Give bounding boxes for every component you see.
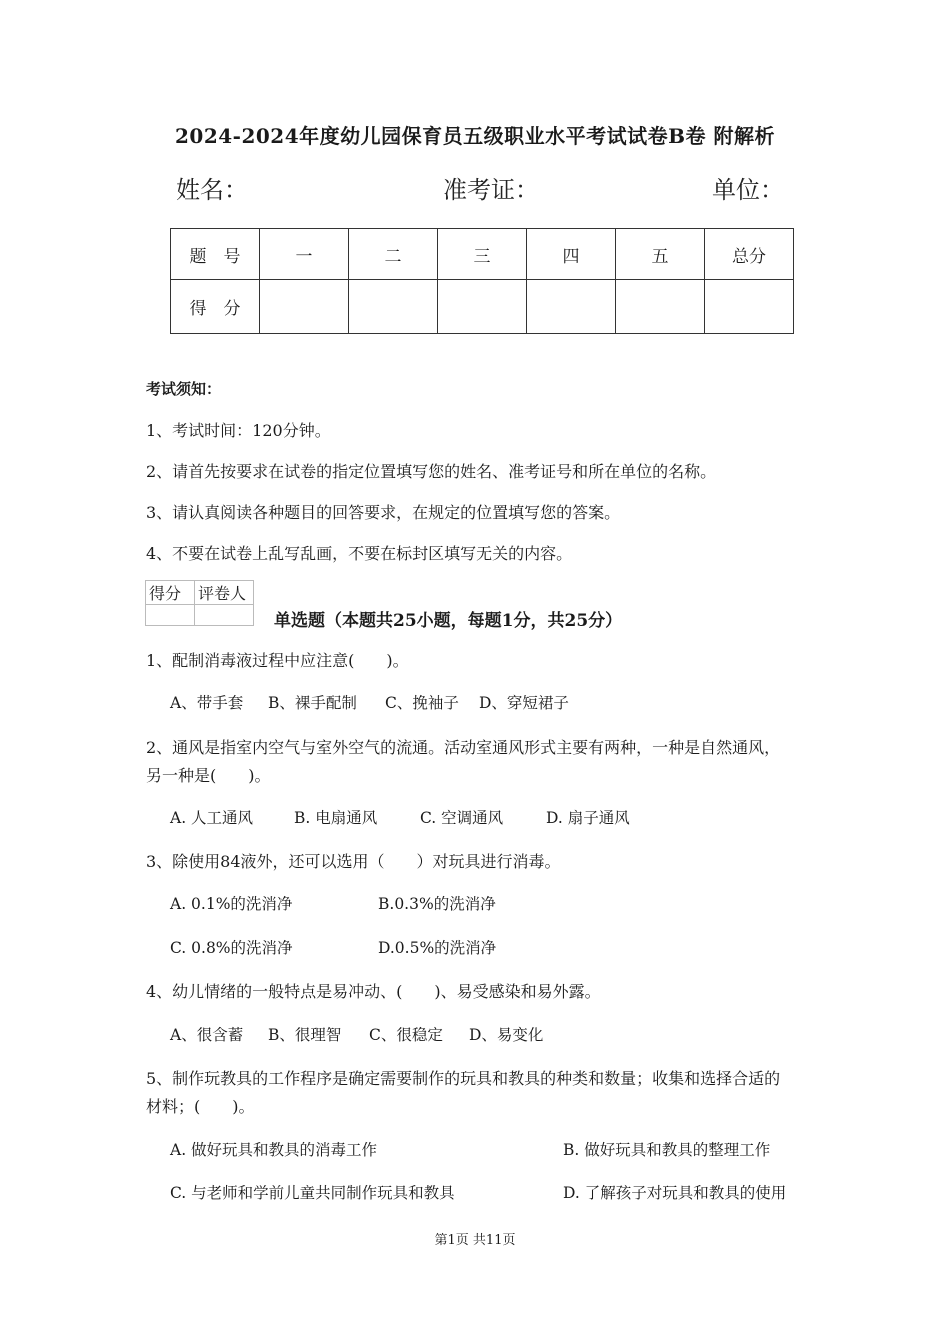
question-stem: 4、幼儿情绪的一般特点是易冲动、( )、易受感染和易外露。: [146, 982, 601, 1001]
question-stem-continuation: 材料；( )。: [146, 1097, 255, 1116]
grader-box-score-cell[interactable]: [146, 605, 195, 626]
question-stem: 2、通风是指室内空气与室外空气的流通。活动室通风形式主要有两种，一种是自然通风，: [146, 738, 781, 757]
question-stem: 1、配制消毒液过程中应注意( )。: [146, 651, 409, 670]
question-option: C. 与老师和学前儿童共同制作玩具和教具: [170, 1184, 455, 1202]
score-table-column: 三: [438, 229, 527, 280]
name-field-label: 姓名：: [176, 176, 248, 204]
score-table: [170, 228, 794, 334]
score-table-column: 二: [349, 229, 438, 280]
unit-field-label: 单位：: [712, 176, 784, 204]
question-stem: 3、除使用84液外，还可以选用（ ）对玩具进行消毒。: [146, 852, 561, 871]
notice-title: 考试须知：: [146, 380, 222, 398]
score-table-column: 一: [260, 229, 349, 280]
question-option: D、易变化: [469, 1026, 544, 1044]
score-table-column: 五: [616, 229, 705, 280]
question-option: A. 做好玩具和教具的消毒工作: [170, 1141, 378, 1159]
question-option: B. 做好玩具和教具的整理工作: [563, 1141, 771, 1159]
page-title: 2024-2024年度幼儿园保育员五级职业水平考试试卷B卷 附解析: [175, 124, 775, 148]
question-option: C. 0.8%的洗消净: [170, 939, 293, 957]
score-table-column: 四: [527, 229, 616, 280]
question-option: C、很稳定: [369, 1026, 443, 1044]
score-cell[interactable]: [349, 280, 438, 334]
section-title: 单选题（本题共25小题，每题1分，共25分）: [274, 611, 623, 631]
grader-box-grader-label: 评卷人: [195, 581, 254, 605]
question-option: C、挽袖子: [385, 694, 459, 712]
question-option: B. 电扇通风: [294, 809, 378, 827]
score-cell[interactable]: [438, 280, 527, 334]
grader-box-grader-cell[interactable]: [195, 605, 254, 626]
grader-box: [145, 580, 254, 626]
score-table-header-row: [171, 229, 794, 280]
score-table-header-label: 题 号: [171, 229, 260, 280]
score-table-score-label: 得 分: [171, 280, 260, 334]
notice-item: 3、请认真阅读各种题目的回答要求，在规定的位置填写您的答案。: [146, 503, 621, 522]
question-option: A、带手套: [170, 694, 244, 712]
score-cell[interactable]: [616, 280, 705, 334]
question-option: D. 了解孩子对玩具和教具的使用: [563, 1184, 787, 1202]
score-table-score-row: [171, 280, 794, 334]
question-option: D. 扇子通风: [546, 809, 630, 827]
grader-box-score-label: 得分: [146, 581, 195, 605]
question-option: A. 0.1%的洗消净: [170, 895, 293, 913]
page-footer: 第1页 共11页: [434, 1233, 516, 1248]
question-option: B.0.3%的洗消净: [378, 895, 496, 913]
question-option: B、裸手配制: [268, 694, 357, 712]
question-option: A、很含蓄: [170, 1026, 244, 1044]
notice-item: 4、不要在试卷上乱写乱画，不要在标封区填写无关的内容。: [146, 544, 573, 563]
score-cell[interactable]: [705, 280, 794, 334]
question-option: B、很理智: [268, 1026, 342, 1044]
question-option: D.0.5%的洗消净: [378, 939, 497, 957]
question-option: A. 人工通风: [170, 809, 254, 827]
exam-id-field-label: 准考证：: [443, 176, 539, 204]
notice-item: 2、请首先按要求在试卷的指定位置填写您的姓名、准考证号和所在单位的名称。: [146, 462, 717, 481]
question-option: C. 空调通风: [420, 809, 504, 827]
question-option: D、穿短裙子: [479, 694, 569, 712]
question-stem-continuation: 另一种是( )。: [146, 766, 271, 785]
notice-item: 1、考试时间：120分钟。: [146, 421, 331, 440]
score-cell[interactable]: [260, 280, 349, 334]
score-table-column: 总分: [705, 229, 794, 280]
question-stem: 5、制作玩教具的工作程序是确定需要制作的玩具和教具的种类和数量；收集和选择合适的: [146, 1069, 781, 1088]
score-cell[interactable]: [527, 280, 616, 334]
